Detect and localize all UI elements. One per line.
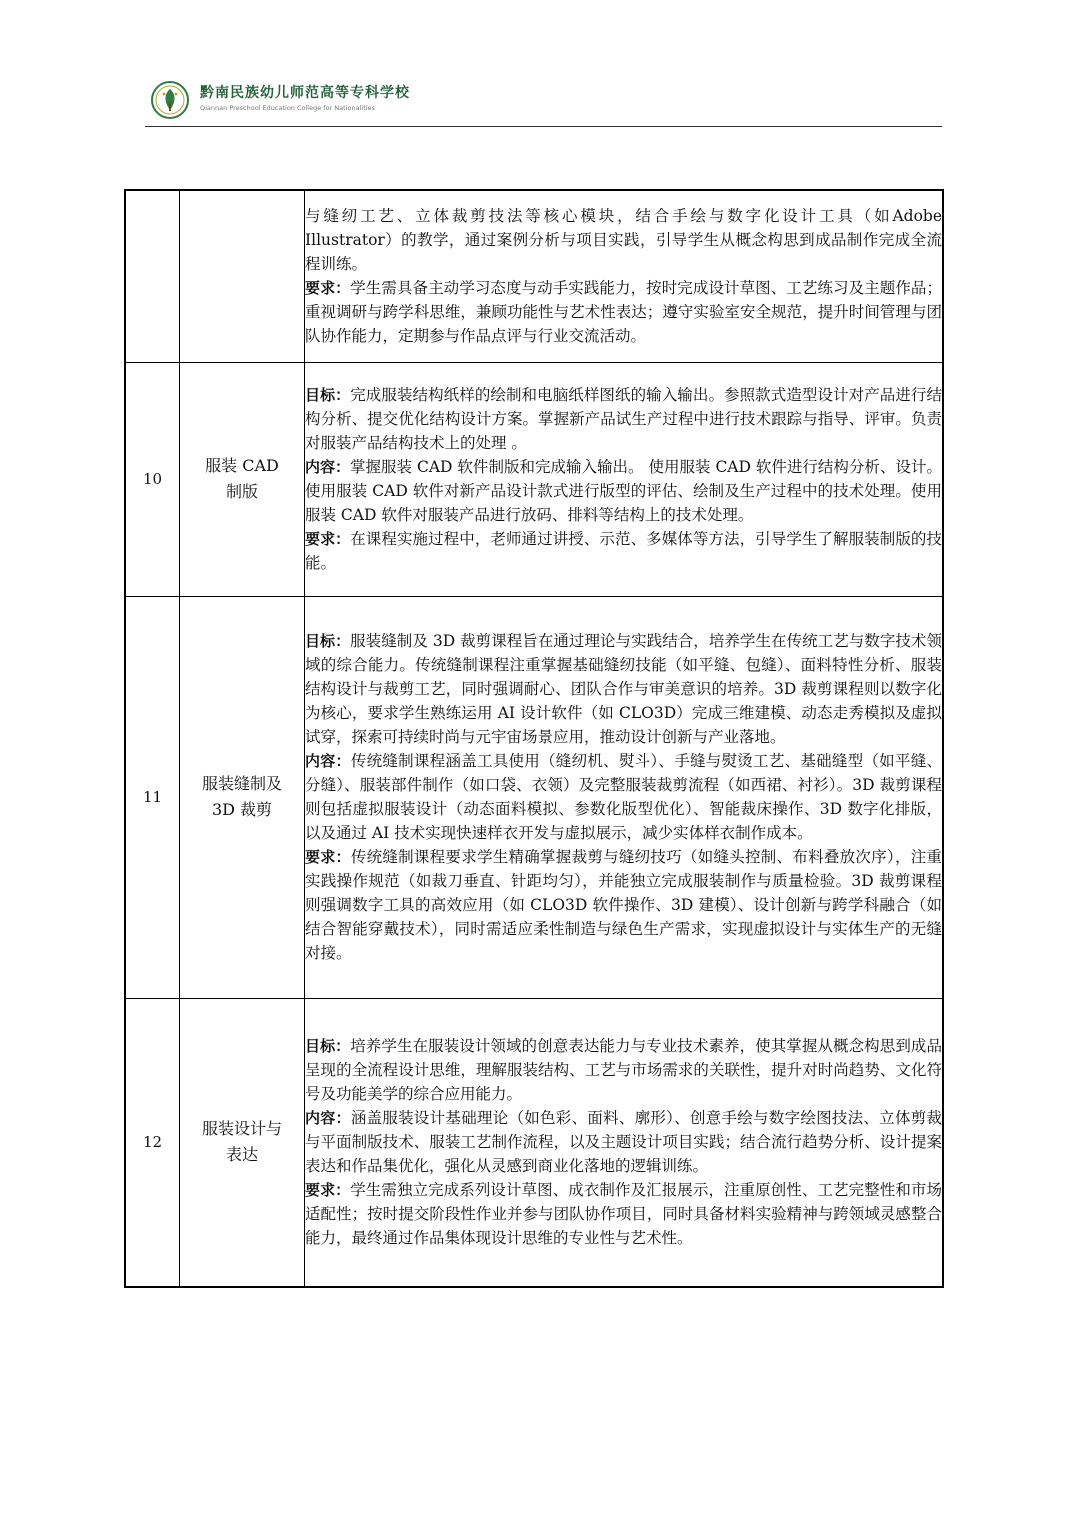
table-row — [125, 362, 943, 596]
content-text: 掌握服装 CAD 软件制版和完成输入输出。 使用服装 CAD 软件进行结构分析、设计。使用服装 CAD 软件对新产品设计款式进行版型的评估、绘制及生产过程中的技术处理。使用服装 CAD 软件对服装产品进行放码、排料等结构上的技术处理。 — [305, 458, 942, 524]
content-text: 传统缝制课程涵盖工具使用（缝纫机、熨斗）、手缝与熨烫工艺、基础缝型（如平缝、分缝）、服装部件制作（如口袋、衣领）及完整服装裁剪流程（如西裙、衬衫）。3D 裁剪课程则包括虚拟服装设计（动态面料模拟、参数化版型优化）、智能裁床操作、3D 数字化排版，以及通过 AI 技术实现快速样衣开发与虚拟展示，减少实体样衣制作成本。 — [305, 752, 943, 842]
course-description — [305, 998, 944, 1287]
requirement-text: 传统缝制课程要求学生精确掌握裁剪与缝纫技巧（如缝头控制、布料叠放次序），注重实践操作规范（如裁刀垂直、针距均匀），并能独立完成服装制作与质量检验。3D 裁剪课程则强调数字工具的高效应用（如 CLO3D 软件操作、3D 建模）、设计创新与跨学科融合（如结合智能穿戴技术），同时需适应柔性制造与绿色生产需求，实现虚拟设计与实体生产的无缝对接。 — [305, 848, 942, 962]
course-name — [180, 998, 305, 1287]
description-content — [305, 749, 942, 845]
description-content — [305, 455, 942, 527]
course-description — [305, 362, 944, 596]
course-name — [180, 190, 305, 362]
course-description — [305, 190, 944, 362]
goal-label: 目标： — [305, 632, 351, 650]
content-label: 内容： — [305, 1109, 351, 1128]
course-name-line: 服装 CAD — [205, 456, 279, 475]
course-number: 10 — [125, 362, 180, 596]
content-label: 内容： — [305, 752, 351, 770]
school-name-en: Qiannan Preschool Education College for Nationalities — [200, 104, 375, 112]
description-requirement — [305, 845, 942, 965]
goal-text: 完成服装结构纸样的绘制和电脑纸样图纸的输入输出。参照款式造型设计对产品进行结构分析、提交优化结构设计方案。掌握新产品试生产过程中进行技术跟踪与指导、评审。负责对服装产品结构技术上的处理 。 — [305, 386, 942, 452]
school-name-cn: 黔南民族幼儿师范高等专科学校 — [200, 85, 410, 101]
course-number: 11 — [125, 596, 180, 998]
description-requirement — [305, 276, 942, 348]
description-requirement — [305, 1178, 942, 1250]
table-row — [125, 596, 943, 998]
school-logo-icon — [150, 80, 190, 120]
description-goal — [305, 1034, 942, 1106]
requirement-label: 要求： — [305, 279, 351, 298]
goal-label: 目标： — [305, 1037, 351, 1056]
course-number: 12 — [125, 998, 180, 1287]
course-name-line: 服装缝制及 — [201, 774, 282, 793]
requirement-text: 学生需具备主动学习态度与动手实践能力，按时完成设计草图、工艺练习及主题作品；重视调研与跨学科思维，兼顾功能性与艺术性表达；遵守实验室安全规范，提升时间管理与团队协作能力，定期参与作品点评与行业交流活动。 — [305, 279, 942, 346]
course-name-line: 表达 — [225, 1145, 258, 1165]
course-table — [124, 189, 944, 1288]
course-name — [180, 596, 305, 998]
description-goal — [305, 629, 942, 749]
table-row — [125, 190, 943, 362]
description-goal — [305, 383, 942, 455]
description-requirement — [305, 527, 942, 575]
description-intro: 与缝纫工艺、立体裁剪技法等核心模块，结合手绘与数字化设计工具（如Adobe Illustrator）的教学，通过案例分析与项目实践，引导学生从概念构思到成品制作完成全流程训练。 — [305, 207, 942, 274]
course-number — [125, 190, 180, 362]
course-name-line: 服装设计与 — [201, 1119, 282, 1139]
page-header — [145, 72, 942, 128]
course-description — [305, 596, 944, 998]
goal-text: 培养学生在服装设计领域的创意表达能力与专业技术素养，使其掌握从概念构思到成品呈现的全流程设计思维，理解服装结构、工艺与市场需求的关联性，提升对时尚趋势、文化符号及功能美学的综合应用能力。 — [305, 1037, 942, 1104]
requirement-label: 要求： — [305, 530, 351, 548]
content-text: 涵盖服装设计基础理论（如色彩、面料、廓形）、创意手绘与数字绘图技法、立体剪裁与平面制版技术、服装工艺制作流程，以及主题设计项目实践；结合流行趋势分析、设计提案表达和作品集优化，强化从灵感到商业化落地的逻辑训练。 — [305, 1109, 942, 1176]
requirement-text: 在课程实施过程中，老师通过讲授、示范、多媒体等方法，引导学生了解服装制版的技能。 — [305, 530, 942, 572]
requirement-label: 要求： — [305, 848, 351, 866]
course-name-line: 3D 裁剪 — [211, 800, 273, 819]
goal-text: 服装缝制及 3D 裁剪课程旨在通过理论与实践结合，培养学生在传统工艺与数字技术领域的综合能力。传统缝制课程注重掌握基础缝纫技能（如平缝、包缝）、面料特性分析、服装结构设计与裁剪工艺，同时强调耐心、团队合作与审美意识的培养。3D 裁剪课程则以数字化为核心，要求学生熟练运用 AI 设计软件（如 CLO3D）完成三维建模、动态走秀模拟及虚拟试穿，探索可持续时尚与元宇宙场景应用，推动设计创新与产业落地。 — [305, 632, 942, 746]
requirement-label: 要求： — [305, 1181, 351, 1200]
content-label: 内容： — [305, 458, 351, 476]
requirement-text: 学生需独立完成系列设计草图、成衣制作及汇报展示，注重原创性、工艺完整性和市场适配性；按时提交阶段性作业并参与团队协作项目，同时具备材料实验精神与跨领域灵感整合能力，最终通过作品集体现设计思维的专业性与艺术性。 — [305, 1181, 942, 1248]
description-content — [305, 1106, 942, 1178]
course-name-line: 制版 — [225, 482, 258, 501]
course-name — [180, 362, 305, 596]
table-row — [125, 998, 943, 1287]
goal-label: 目标： — [305, 386, 351, 404]
header-divider — [145, 126, 942, 127]
